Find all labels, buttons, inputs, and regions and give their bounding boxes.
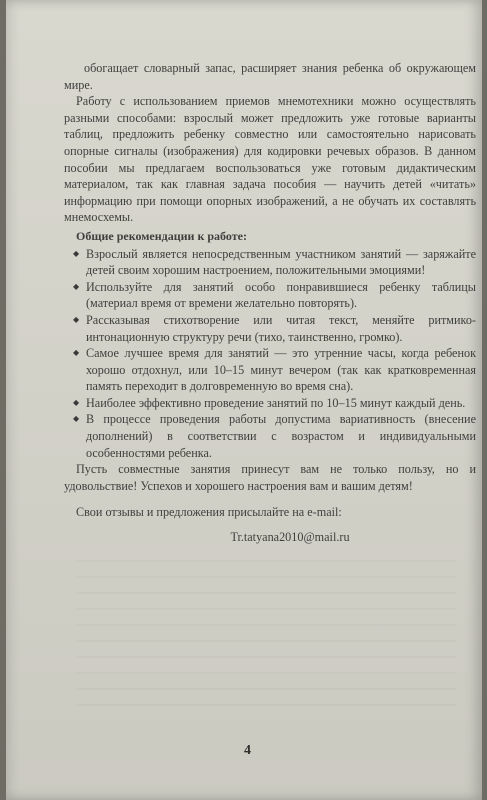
intro-paragraph: обогащает словарный запас, расширяет знания ребенка об окружающем мире. xyxy=(64,61,476,92)
show-through-text xyxy=(76,560,456,710)
recommendations-list xyxy=(64,246,476,462)
page-content xyxy=(64,60,476,546)
list-item: ◆ Используйте для занятий особо понравившиеся ребенку таблицы (материал время от времени желательно повторять). xyxy=(64,279,476,312)
contact-prompt: Свои отзывы и предложения присылайте на e-mail: xyxy=(76,505,342,520)
closing-paragraph: Пусть совместные занятия принесут вам не только пользу, но и удовольствие! Успехов и хорошего настроения вам и вашим детям! xyxy=(64,462,476,493)
list-item: ◆ В процессе проведения работы допустима вариативность (внесение дополнений) в соответствии с возрастом и индивидуальными особенностями ребенка. xyxy=(64,411,476,461)
list-item: ◆ Рассказывая стихотворение или читая текст, меняйте ритмико-интонационную структуру речи (тихо, таинственно, громко). xyxy=(64,312,476,345)
page-number: 4 xyxy=(244,743,251,758)
list-item: ◆ Самое лучшее время для занятий — это утренние часы, когда ребенок хорошо отдохнул, или 10–15 минут вечером (так как кратковременная память переходит в долговременную во время сна). xyxy=(64,345,476,395)
list-item: ◆ Взрослый является непосредственным участником занятий — заряжайте детей своим хорошим настроением, положительными эмоциями! xyxy=(64,246,476,279)
book-page xyxy=(6,0,482,800)
contact-email: Tr.tatyana2010@mail.ru xyxy=(230,530,350,545)
methods-paragraph: Работу с использованием приемов мнемотехники можно осуществлять разными способами: взрослый может предложить уже готовые варианты таблиц, предложить ребенку совместно или самостоятельно нарисовать опорные сигналы (изображения) для кодировки речевых образов. В данном пособии мы предлагаем воспользоваться уже готовым дидактическим материалом, так как главная задача пособия — научить детей «читать» информацию при помощи опорных изображений, а не обучать их составлять мнемосхемы. xyxy=(64,94,476,225)
list-item: ◆ Наиболее эффективно проведение занятий по 10–15 минут каждый день. xyxy=(64,395,476,412)
recommendations-heading: Общие рекомендации к работе: xyxy=(76,228,247,243)
